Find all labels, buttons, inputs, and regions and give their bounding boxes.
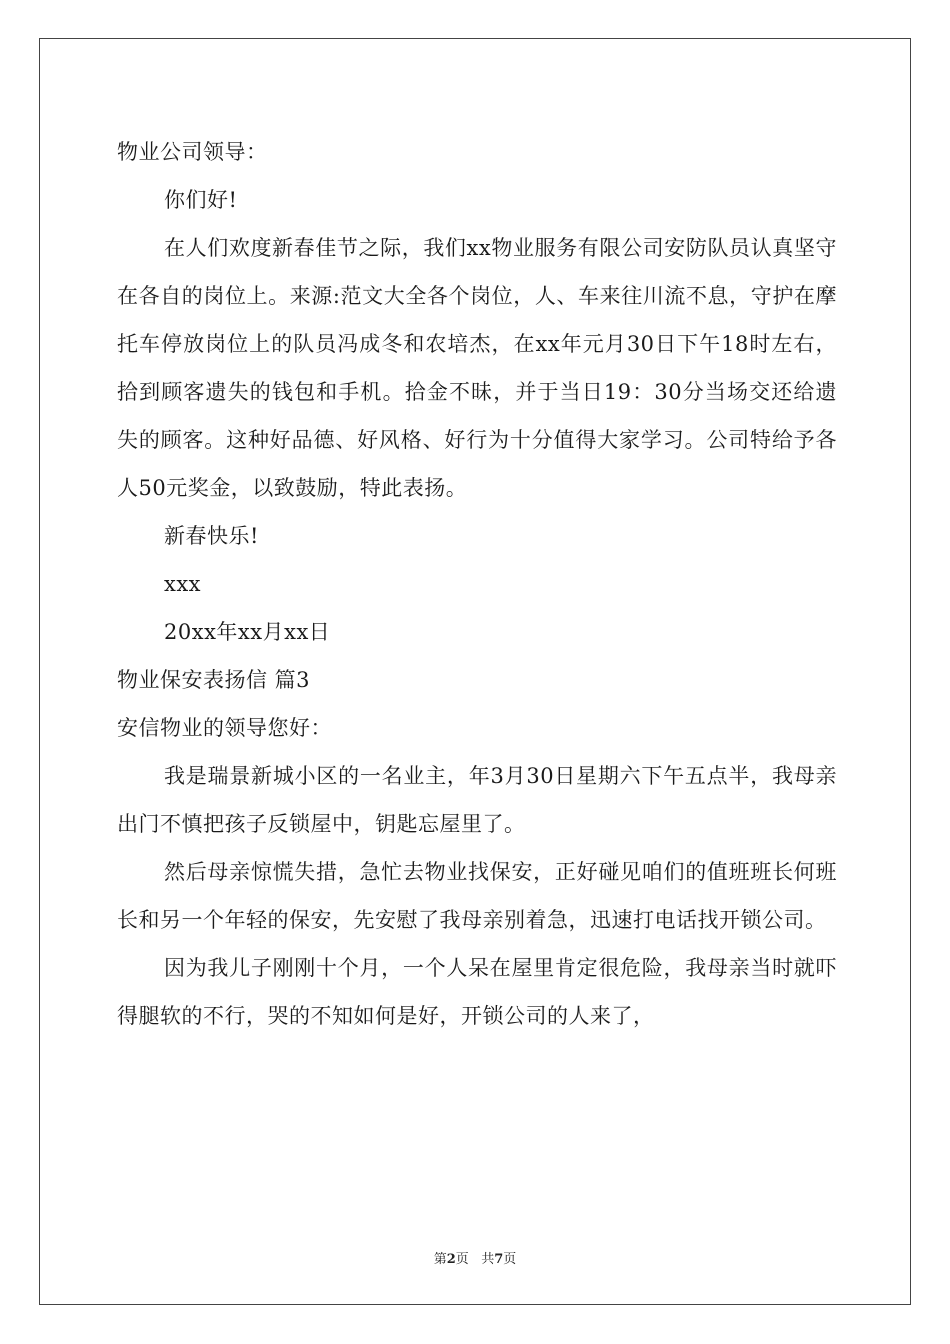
page-footer	[0, 1248, 950, 1267]
closing-wish: 新春快乐!	[164, 524, 259, 548]
salutation: 物业公司领导：	[117, 140, 268, 164]
page-suffix: 页	[455, 1252, 469, 1267]
body-paragraph: 在人们欢度新春佳节之际，我们xx物业服务有限公司安防队员认真坚守在各自的岗位上。来源:范文大全各个岗位，人、车来往川流不息，守护在摩托车停放岗位上的队员冯成冬和农培杰，在xx年元月30日下午18时左右，拾到顾客遗失的钱包和手机。拾金不昧，并于当日19：30分当场交还给遗失的顾客。这种好品德、好风格、好行为十分值得大家学习。公司特给予各人50元奖金，以致鼓励，特此表扬。	[117, 236, 837, 500]
document-body	[117, 128, 837, 1040]
body-paragraph: 然后母亲惊慌失措，急忙去物业找保安，正好碰见咱们的值班班长何班长和另一个年轻的保安，先安慰了我母亲别着急，迅速打电话找开锁公司。	[117, 860, 837, 932]
page-prefix: 第	[433, 1252, 447, 1267]
body-paragraph: 因为我儿子刚刚十个月，一个人呆在屋里肯定很危险，我母亲当时就吓得腿软的不行，哭的不知如何是好，开锁公司的人来了，	[117, 956, 837, 1028]
salutation: 安信物业的领导您好：	[117, 716, 332, 740]
page-current: 2	[446, 1252, 456, 1267]
total-suffix: 页	[503, 1252, 517, 1267]
total-prefix: 共	[481, 1252, 495, 1267]
section-heading: 物业保安表扬信 篇3	[117, 668, 311, 692]
date-line: 20xx年xx月xx日	[164, 620, 331, 644]
greeting: 你们好!	[164, 188, 238, 212]
page-total: 7	[494, 1252, 504, 1267]
body-paragraph: 我是瑞景新城小区的一名业主，年3月30日星期六下午五点半，我母亲出门不慎把孩子反锁屋中，钥匙忘屋里了。	[117, 764, 837, 836]
signature: xxx	[164, 572, 202, 596]
